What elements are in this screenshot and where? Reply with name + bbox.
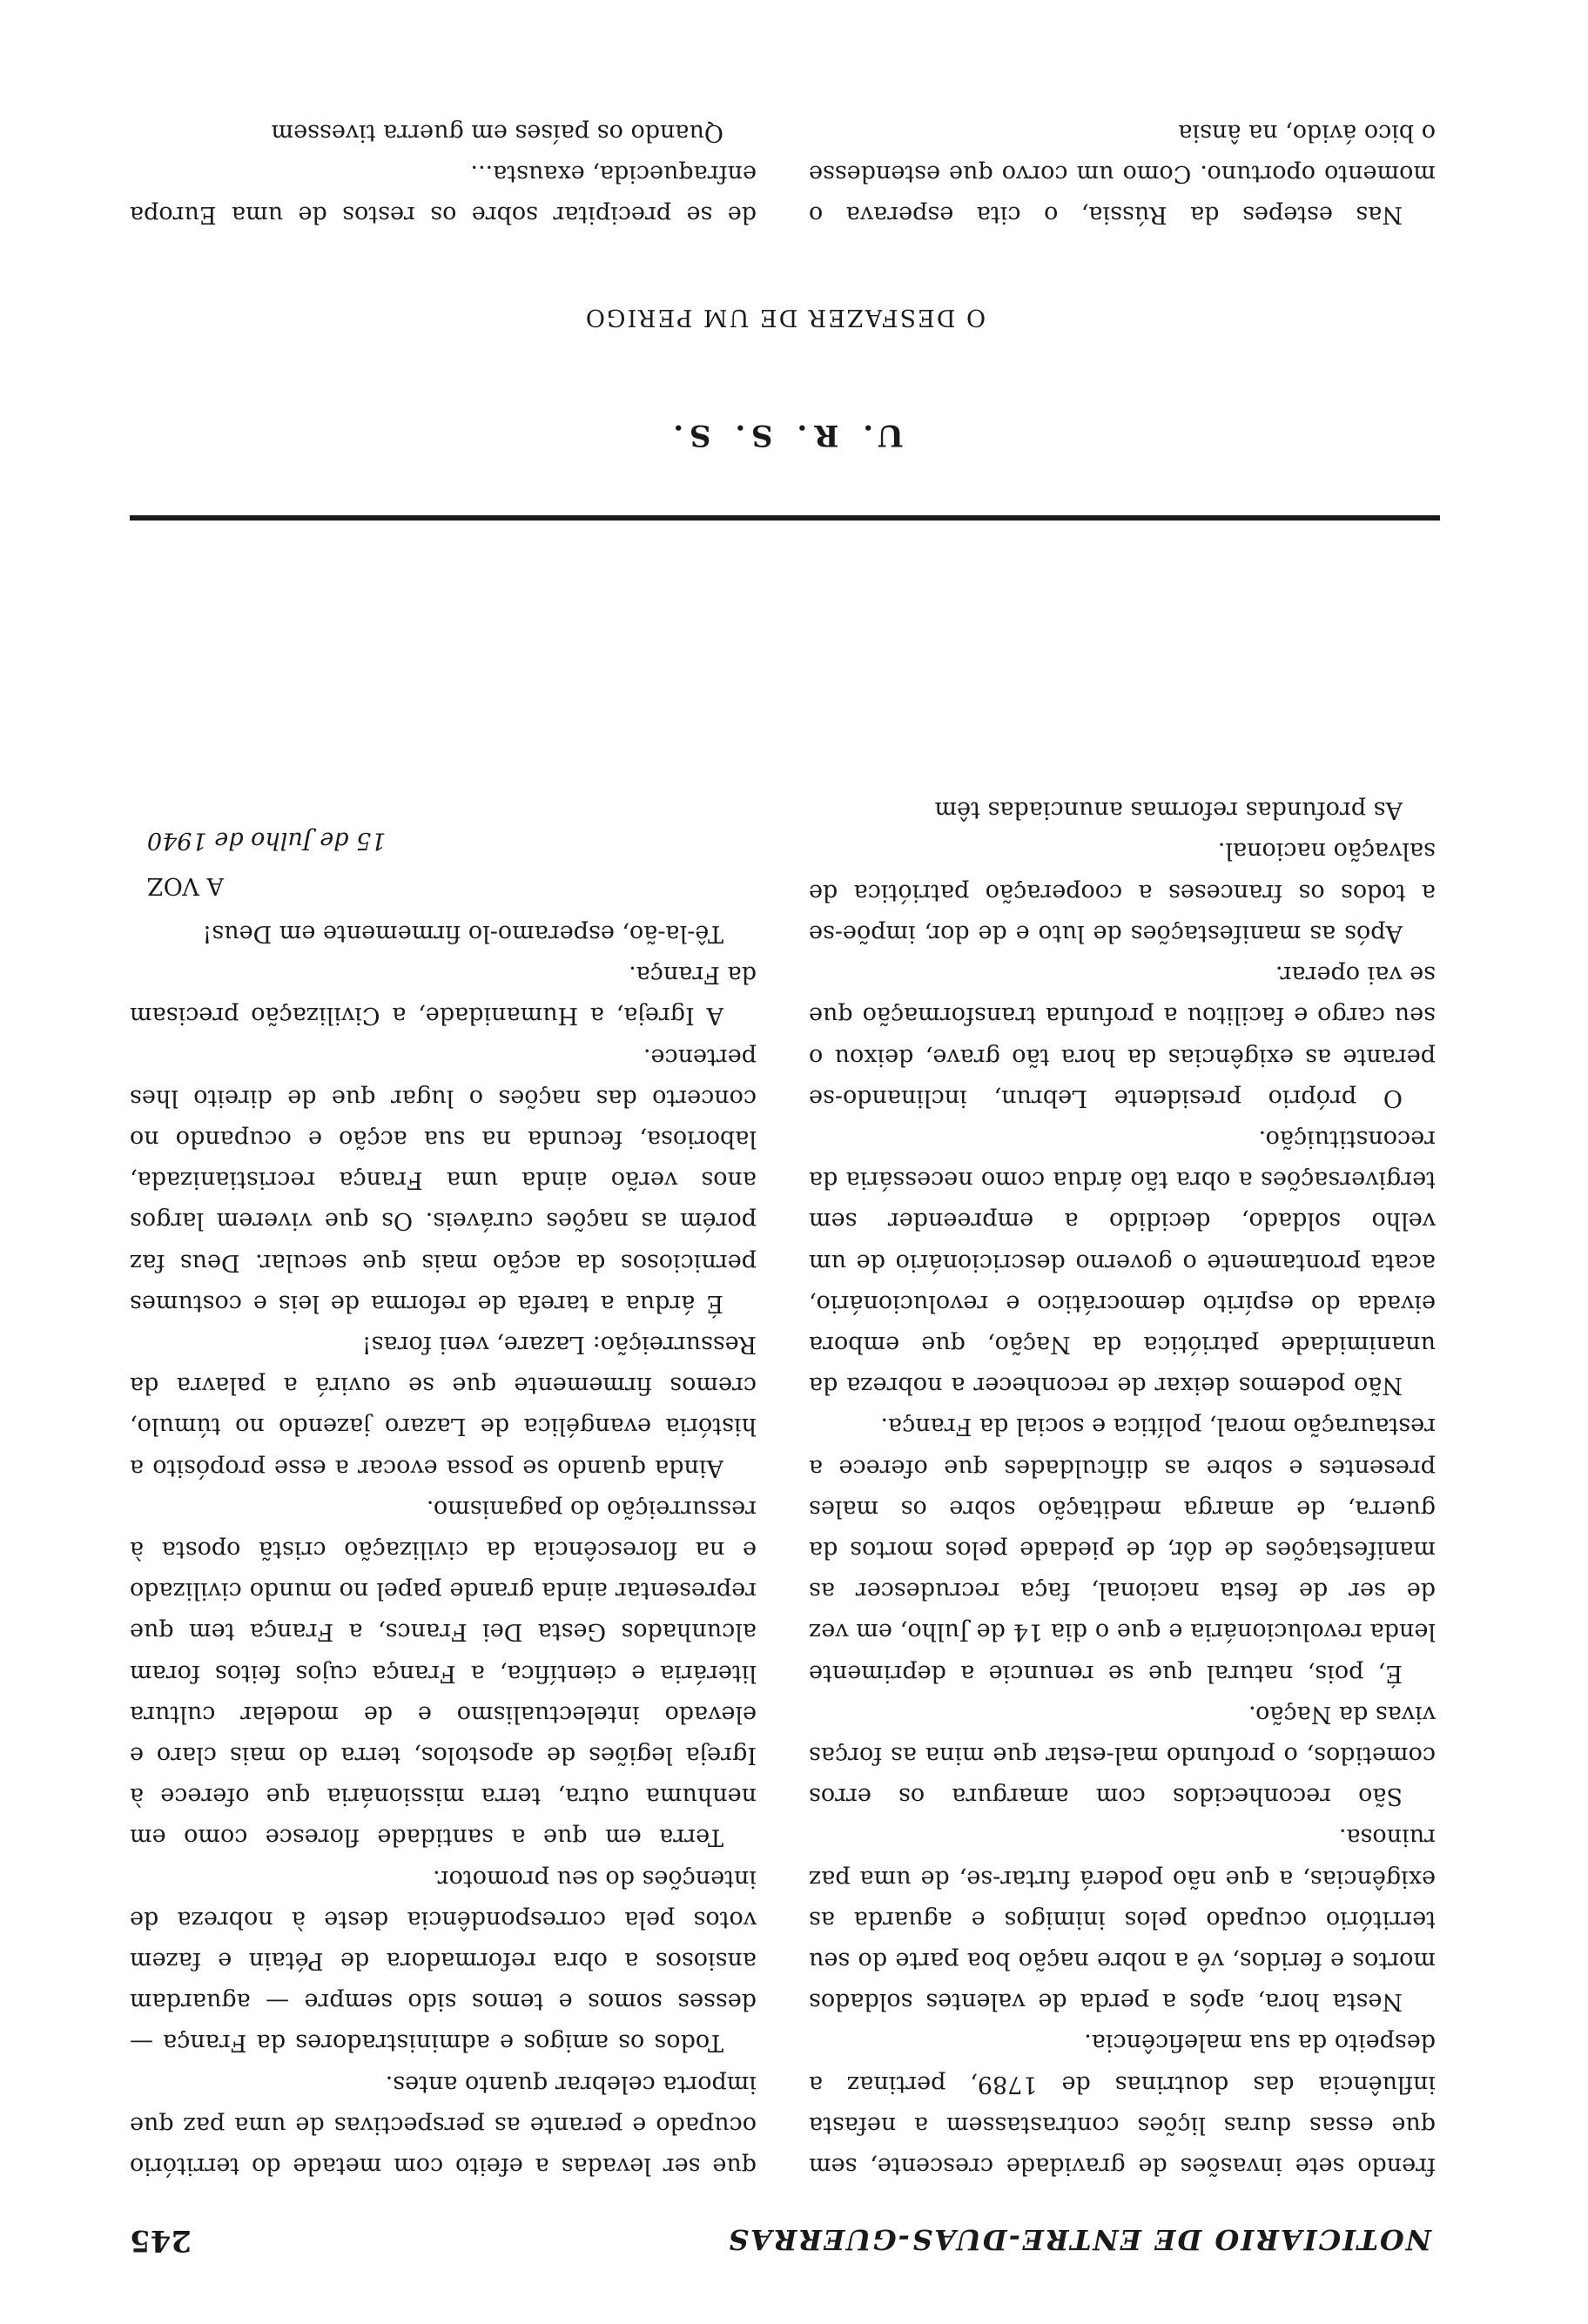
paragraph: Não podemos deixar de reconhecer a nobreza da unanimidade patriótica da Nação, que embora eivada do espírito democrático e revolucionário, acata prontamente o governo descricionário de um velho soldado, decidido a empreender sem tergiversações a obra tão árdua como necessária da reconstituição. <box>809 1125 1436 1400</box>
paragraph: Terra em que a santidade floresce como em nenhuma outra, terra missionária que oferece à Igreja legiões de apostolos, terra do mais claro e elevado intelectualismo e de modelar cultura literária e científica, a França cujos feitos foram alcunhados Gesta Dei Francs, a França tem que representar ainda grande papel no mundo civilizado e na florescência da civilização cristã oposta à ressurreição do paganismo. <box>130 1494 757 1851</box>
paragraph: O próprio presidente Lebrun, inclinando-se perante as exigências da hora tão grave, deixou o seu cargo e facilitou a profunda transformação que se vai operar. <box>809 961 1436 1112</box>
signature-date: 15 de Julho de 1940 <box>147 827 387 855</box>
paragraph: de se precipitar sobre os restos de uma Europa enfraquecida, exausta... <box>130 159 757 228</box>
paragraph: É, pois, natural que se renuncie a deprimente lenda revolucionária e que o dia 14 de Julho, em vez de ser de festa nacional, faça recrudescer as manifestações de dôr, de piedade pelos mortos da guerra, de amarga meditação sobre os males presentes e sobre as dificuldades que oferece a restauração moral, política e social da França. <box>809 1413 1436 1687</box>
signature: A VOZ <box>147 871 225 899</box>
paragraph: Nesta hora, após a perda de valentes soldados mortos e feridos, vê a nobre nação boa parte do seu território ocupado pelos inimigos e aguarda as exigências, a que não poderá furtar-se, de uma paz ruinosa. <box>809 1824 1436 2016</box>
right-column <box>130 820 757 2186</box>
page-header <box>130 2195 1440 2265</box>
section-subtitle: O DESFAZER DE UM PERIGO <box>583 304 986 331</box>
paragraph: Todos os amigos e administradores da França — desses somos e temos sido sempre — aguardam ansiosos a obra reformadora de Pétain e fazem votos pela correspondência deste à nobreza de intenções do seu promotor. <box>130 1864 757 2057</box>
paragraph: Após as manifestações de luto e de dor, impõe-se a todos os franceses a cooperação patriótica de salvação nacional. <box>809 837 1436 947</box>
paragraph: Quando os países em guerra tivessem <box>271 118 723 146</box>
section-divider <box>130 515 1440 521</box>
page-number: 245 <box>130 2223 192 2258</box>
section-title: U. R. S. S. <box>666 418 904 453</box>
left-column <box>809 789 1436 2186</box>
paragraph: São reconhecidos com amargura os erros cometidos, o profundo mal-estar que mina as forças vivas da Nação. <box>809 1700 1436 1810</box>
section-right-column <box>130 111 757 235</box>
paragraph: Tê-la-ão, esperamo-lo firmemente em Deus! <box>202 919 723 947</box>
paragraph: que ser levadas a efeito com metade do território ocupado e perante as perspectivas de uma paz que importa celebrar quanto antes. <box>130 2070 757 2180</box>
paragraph: Ainda quando se possa evocar a esse propósito a história evangélica de Lazaro jazendo no túmulo, cremos firmemente que se ouvirá a palavra da Ressurreição: Lazare, veni foras! <box>130 1330 757 1481</box>
paragraph: frendo sete invasões de gravidade crescente, sem que essas duras lições contrastassem a nefasta influência das doutrinas de 1789, pertinaz a despeito da sua maleficência. <box>809 2029 1436 2180</box>
running-title: NOTICIARIO DE ENTRE-DUAS-GUERRAS <box>726 2223 1431 2256</box>
signature-block <box>130 820 757 905</box>
paragraph: A Igreja, a Humanidade, a Civilização precisam da França. <box>130 961 757 1030</box>
paragraph: É árdua a tarefa de reforma de leis e costumes perniciosos da acção mais que secular. Deus faz porém as nações curáveis. Os que viverem largos anos verão ainda uma França recristianizada, laboriosa, fecunda na sua acção e ocupando no concerto das nações o lugar que de direito lhes pertence. <box>130 1043 757 1317</box>
section-left-column <box>809 111 1436 235</box>
paragraph: Nas estepes da Rússia, o cita esperava o momento oportuno. Como um corvo que estendesse o bico ávido, na ânsia <box>809 118 1436 228</box>
paragraph: As profundas reformas anunciadas têm <box>934 796 1403 824</box>
